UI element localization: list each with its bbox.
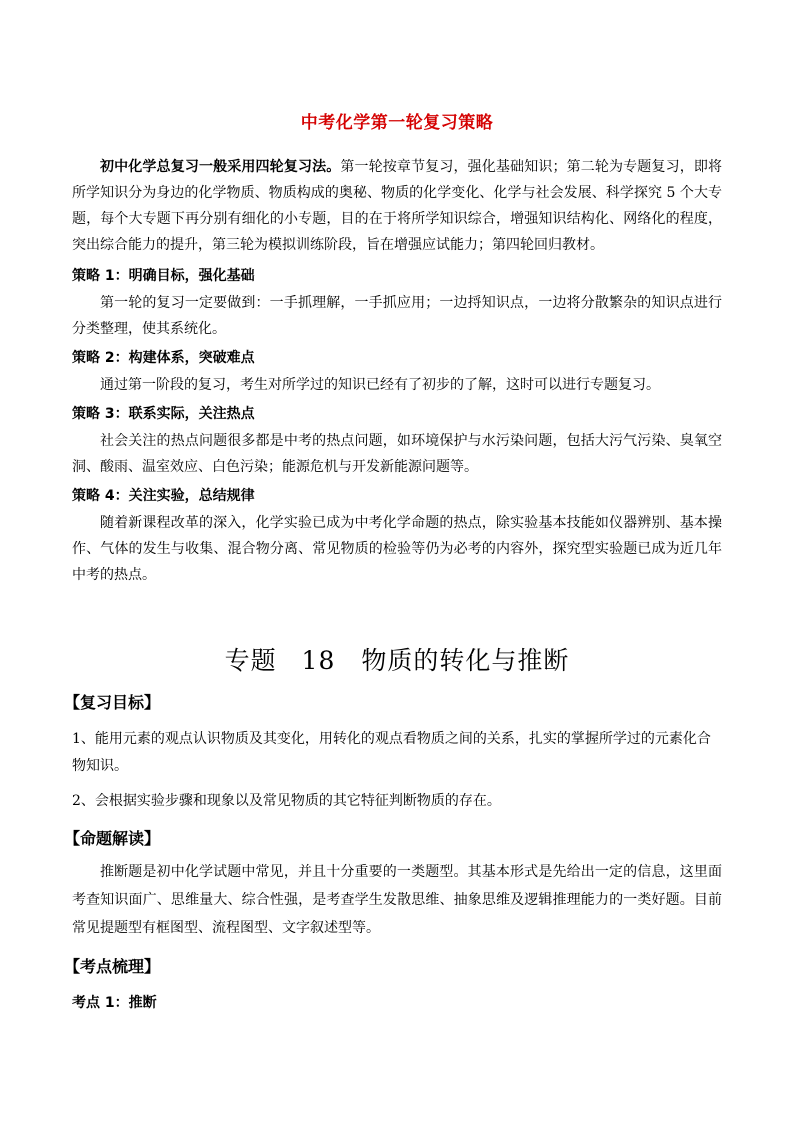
strategy-4-heading: 策略 4：关注实验，总结规律 — [72, 488, 255, 504]
intro-text: 第一轮按章节复习，强化基础知识；第二轮为专题复习，即将所学知识分为身边的化学物质、物质构成的奥秘、物质的化学变化、化学与社会发展、科学探究 5 个大专题，每个大专题下再分别有细化的小专题，目的在于将所学知识综合，增强知识结构化、网络化的程度，突出综合能力的提升，第三轮为模拟训练阶段，旨在增强应试能力；第四轮回归教材。 — [72, 159, 723, 253]
strategy-1-heading: 策略 1：明确目标，强化基础 — [72, 268, 255, 284]
strategy-3-heading: 策略 3：联系实际，关注热点 — [72, 406, 255, 422]
analysis-paragraph: 推断题是初中化学试题中常见，并且十分重要的一类题型。其基本形式是先给出一定的信息，这里面考查知识面广、思维量大、综合性强，是考查学生发散思维、抽象思维及逻辑推理能力的一类好题。目前常见提题型有框图型、流程图型、文字叙述型等。 — [72, 864, 722, 936]
strategy-3-body: 社会关注的热点问题很多都是中考的热点问题，如环境保护与水污染问题，包括大污气污染、臭氧空洞、酸雨、温室效应、白色污染；能源危机与开发新能源问题等。 — [72, 433, 722, 475]
strategy-1-body: 第一轮的复习一定要做到：一手抓理解，一手抓应用；一边捋知识点，一边将分散繁杂的知识点进行分类整理，使其系统化。 — [72, 295, 722, 337]
intro-paragraph — [72, 154, 722, 258]
intro-lead: 初中化学总复习一般采用四轮复习法。 — [100, 159, 341, 175]
point-1-heading: 考点 1：推断 — [72, 995, 157, 1011]
strategy-4-body: 随着新课程改革的深入，化学实验已成为中考化学命题的热点，除实验基本技能如仪器辨别、基本操作、气体的发生与收集、混合物分离、常见物质的检验等仍为必考的内容外，探究型实验题已成为近几年中考的热点。 — [72, 515, 722, 583]
analysis-heading: 【命题解读】 — [64, 829, 161, 848]
review-goal-item: 1、能用元素的观点认识物质及其变化，用转化的观点看物质之间的关系，扎实的掌握所学过的元素化合物知识。 — [72, 731, 711, 774]
review-goals-heading: 【复习目标】 — [64, 693, 161, 712]
points-heading: 【考点梳理】 — [64, 957, 161, 976]
strategy-2-heading: 策略 2：构建体系，突破难点 — [72, 350, 255, 366]
strategy-list — [72, 262, 722, 590]
topic-title: 专题 18 物质的转化与推断 — [224, 646, 570, 675]
review-goals-list — [72, 726, 722, 823]
strategy-2-body: 通过第一阶段的复习，考生对所学过的知识已经有了初步的了解，这时可以进行专题复习。 — [100, 377, 660, 393]
document-title: 中考化学第一轮复习策略 — [300, 113, 494, 133]
review-goal-item: 2、会根据实验步骤和现象以及常见物质的其它特征判断物质的存在。 — [72, 793, 501, 809]
